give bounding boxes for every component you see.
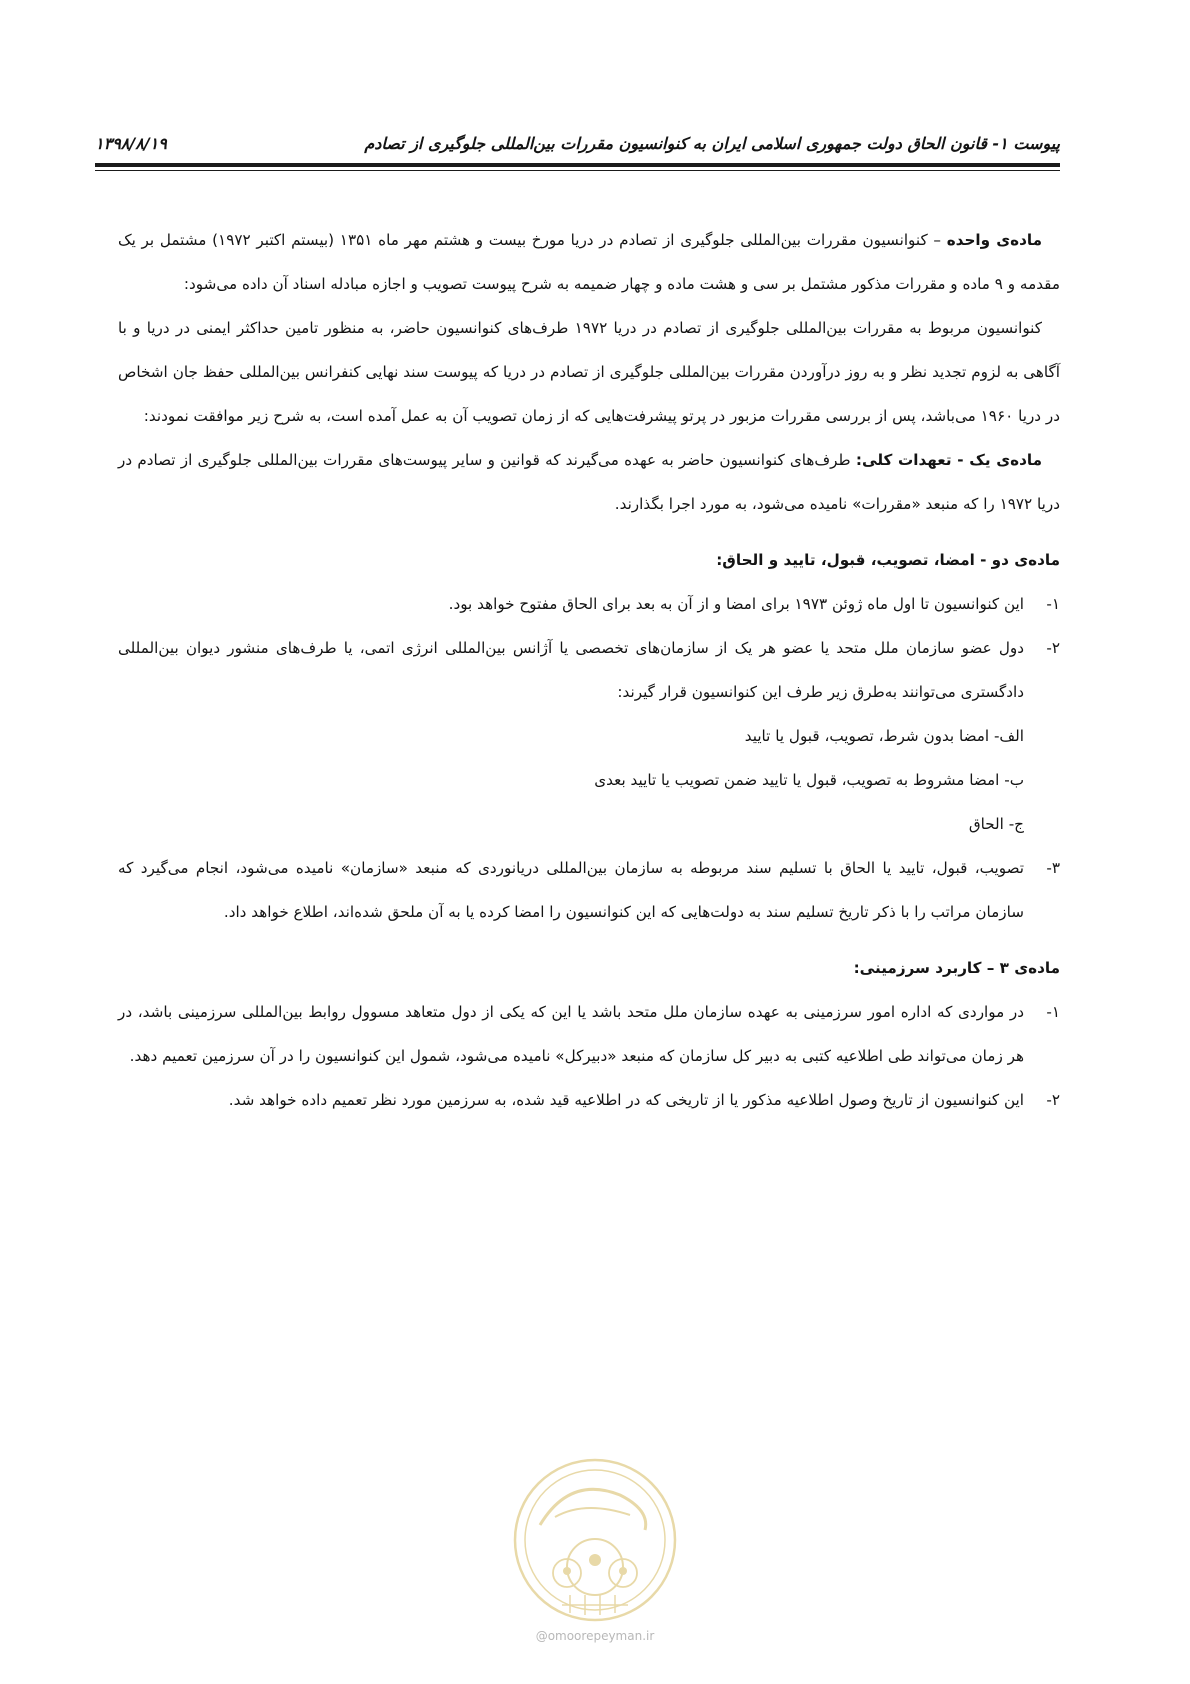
watermark-seal-icon	[510, 1455, 680, 1625]
item-number: ۳-	[1046, 859, 1060, 877]
header-page-number: ۱۳۹۸/۸/۱۹	[95, 134, 167, 153]
item-number: ۱-	[1046, 595, 1060, 613]
item-text: این کنوانسیون از تاریخ وصول اطلاعیه مذکور یا از تاریخی که در اطلاعیه قید شده، به سرزمین مورد نظر تعمیم داده خواهد شد.	[228, 1091, 1024, 1109]
item-number: ۱-	[1046, 1003, 1060, 1021]
item-text: در مواردی که اداره امور سرزمینی به عهده سازمان ملل متحد باشد یا این که یکی از دول متعاهد مسوول روابط بین‌المللی سرزمینی باشد، در هر زمان می‌تواند طی اطلاعیه کتبی به دبیر کل سازمان که منبعد «دبیرکل» نامیده می‌شود، شمول این کنوانسیون را در آن سرزمین تعمیم دهد.	[118, 1003, 1024, 1065]
preamble-paragraph: کنوانسیون مربوط به مقررات بین‌المللی جلوگیری از تصادم در دریا ۱۹۷۲ طرف‌های کنوانسیون حاضر، به منظور تامین حداکثر ایمنی در دریا و با آگاهی به لزوم تجدید نظر و به روز درآوردن مقررات بین‌المللی جلوگیری از تصادم در دریا که پیوست سند نهایی کنفرانس بین‌المللی حفظ جان اشخاص در دریا ۱۹۶۰ می‌باشد، پس از بررسی مقررات مزبور در پرتو پیشرفت‌هایی که از زمان تصویب آن به عمل آمده است، به شرح زیر موافقت نمودند:	[118, 319, 1060, 425]
page-header	[95, 130, 1060, 160]
header-title: پیوست ۱- قانون الحاق دولت جمهوری اسلامی ایران به کنوانسیون مقررات بین‌المللی جلوگیری از تصادم	[364, 134, 1060, 153]
article2-item-1	[118, 582, 1060, 626]
item-text: دول عضو سازمان ملل متحد یا عضو هر یک از سازمان‌های تخصصی یا آژانس بین‌المللی انرژی اتمی، یا طرف‌های منشور دیوان بین‌المللی دادگستری می‌توانند به‌طرق زیر طرف این کنوانسیون قرار گیرند:	[118, 639, 1024, 701]
article3-heading: ماده‌ی ۳ – کاربرد سرزمینی:	[853, 959, 1060, 977]
article2-sub-c: ج- الحاق	[968, 815, 1024, 833]
document-body	[118, 218, 1060, 1122]
article2-heading: ماده‌ی دو - امضا، تصویب، قبول، تایید و الحاق:	[716, 551, 1060, 569]
article3-item-1	[118, 990, 1060, 1078]
watermark-site: @omoorepeyman.ir	[535, 1629, 655, 1643]
intro-lead: ماده‌ی واحده	[946, 231, 1043, 249]
article2-item-3	[118, 846, 1060, 934]
header-rule-thick	[95, 163, 1060, 167]
article1-paragraph	[118, 438, 1060, 526]
item-text: تصویب، قبول، تایید یا الحاق با تسلیم سند مربوطه به سازمان بین‌المللی دریانوردی که منبعد «سازمان» نامیده می‌شود، انجام می‌گیرد که سازمان مراتب را با ذکر تاریخ تسلیم سند به دولت‌هایی که این کنوانسیون را امضا کرده یا به آن ملحق شده‌اند، اطلاع خواهد داد.	[118, 859, 1024, 921]
article2-sub-b: ب- امضا مشروط به تصویب، قبول یا تایید ضمن تصویب یا تایید بعدی	[594, 771, 1024, 789]
article1-text: طرف‌های کنوانسیون حاضر به عهده می‌گیرند که قوانین و سایر پیوست‌های مقررات بین‌المللی جلوگیری از تصادم در دریا ۱۹۷۲ را که منبعد «مقررات» نامیده می‌شود، به مورد اجرا بگذارند.	[118, 451, 1060, 513]
article2-item-2	[118, 626, 1060, 714]
header-rule-thin	[95, 170, 1060, 171]
item-number: ۲-	[1046, 1091, 1060, 1109]
intro-paragraph	[118, 218, 1060, 306]
article1-lead: ماده‌ی یک - تعهدات کلی:	[855, 451, 1042, 469]
item-text: این کنوانسیون تا اول ماه ژوئن ۱۹۷۳ برای امضا و از آن به بعد برای الحاق مفتوح خواهد بود.	[448, 595, 1024, 613]
item-number: ۲-	[1046, 639, 1060, 657]
intro-text: – کنوانسیون مقررات بین‌المللی جلوگیری از تصادم در دریا مورخ بیست و هشتم مهر ماه ۱۳۵۱ (بیستم اکتبر ۱۹۷۲) مشتمل بر یک مقدمه و ۹ ماده و مقررات مذکور مشتمل بر سی و هشت ماده و چهار ضمیمه به شرح پیوست تصویب و اجازه مبادله اسناد آن داده می‌شود:	[118, 231, 1060, 293]
article2-sub-a: الف- امضا بدون شرط، تصویب، قبول یا تایید	[744, 727, 1024, 745]
article3-item-2	[118, 1078, 1060, 1122]
